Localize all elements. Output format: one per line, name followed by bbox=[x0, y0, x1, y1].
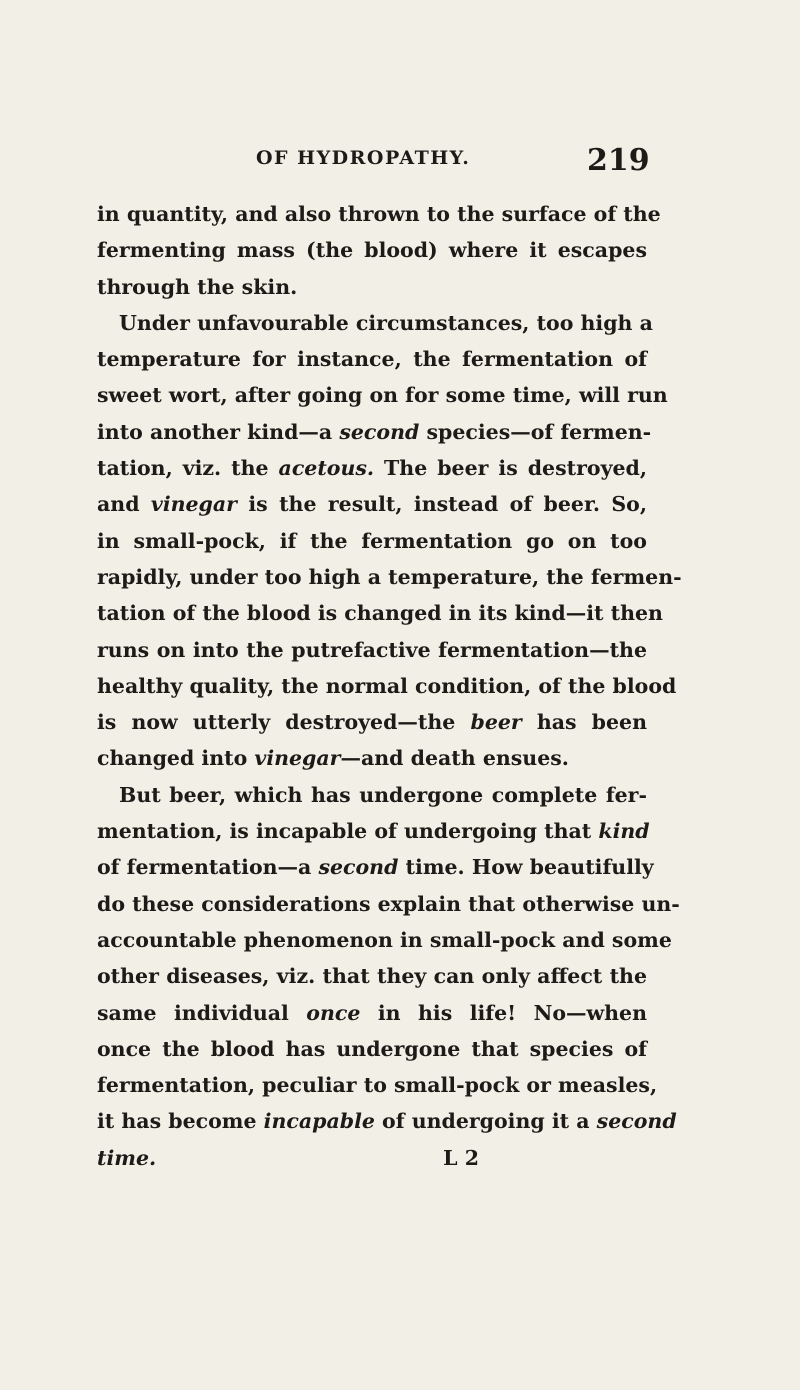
text-segment: has been bbox=[521, 710, 648, 735]
text-line bbox=[97, 414, 652, 450]
running-head: OF HYDROPATHY. bbox=[256, 147, 471, 169]
page-header bbox=[0, 143, 800, 183]
text-segment: of fermentation—a bbox=[97, 855, 319, 880]
text-segment: in his life! No—when bbox=[360, 1000, 647, 1025]
text-segment: sweet wort, after going on for some time, will run bbox=[97, 383, 668, 408]
text-line bbox=[97, 813, 650, 849]
text-line bbox=[97, 305, 653, 341]
text-line bbox=[97, 341, 647, 377]
italic-text: second bbox=[596, 1109, 677, 1134]
text-segment: is the result, instead of beer. So, bbox=[236, 492, 647, 517]
text-segment: same individual bbox=[97, 1000, 307, 1025]
text-segment: other diseases, viz. that they can only affect the bbox=[97, 964, 647, 989]
text-segment: time. How beautifully bbox=[398, 855, 654, 880]
text-segment: species—of fermen- bbox=[419, 419, 652, 444]
italic-text: incapable bbox=[263, 1109, 375, 1134]
text-line bbox=[97, 1067, 658, 1103]
text-segment: in small-pock, if the fermentation go on too bbox=[97, 528, 647, 553]
text-line bbox=[97, 777, 647, 813]
text-segment: it has become bbox=[97, 1109, 264, 1134]
text-line bbox=[97, 668, 677, 704]
italic-text: second bbox=[318, 855, 399, 880]
italic-text: once bbox=[306, 1000, 361, 1025]
text-segment: tation, viz. the bbox=[97, 456, 279, 481]
italic-text: second bbox=[339, 419, 420, 444]
text-segment: tation of the blood is changed in its kind—it then bbox=[97, 601, 663, 626]
italic-text: kind bbox=[598, 819, 650, 844]
text-segment: Under unfavourable circumstances, too high a bbox=[119, 310, 653, 335]
text-segment: changed into bbox=[97, 746, 255, 771]
text-segment: into another kind—a bbox=[97, 419, 340, 444]
italic-text: vinegar bbox=[254, 746, 341, 771]
text-line bbox=[97, 1031, 647, 1067]
text-segment: in quantity, and also thrown to the surface of the bbox=[97, 202, 661, 226]
text-line bbox=[97, 595, 663, 631]
text-line bbox=[97, 958, 647, 994]
text-segment: do these considerations explain that otherwise un- bbox=[97, 891, 680, 916]
text-line bbox=[97, 922, 672, 958]
text-line bbox=[97, 1103, 677, 1139]
text-line bbox=[97, 486, 647, 522]
text-line bbox=[97, 377, 668, 413]
text-line bbox=[97, 632, 647, 668]
text-segment: through the skin. bbox=[97, 274, 298, 299]
text-segment: fermentation, peculiar to small-pock or measles, bbox=[97, 1073, 658, 1098]
text-segment: But beer, which has undergone complete fer- bbox=[119, 782, 647, 807]
text-segment: mentation, is incapable of undergoing that bbox=[97, 819, 599, 844]
signature-mark: L 2 bbox=[443, 1145, 479, 1170]
text-line bbox=[97, 704, 647, 740]
last-line bbox=[97, 1140, 479, 1176]
text-segment: healthy quality, the normal condition, of the blood bbox=[97, 673, 677, 698]
text-segment: —and death ensues. bbox=[340, 746, 569, 771]
text-segment: once the blood has undergone that species of bbox=[97, 1036, 647, 1061]
italic-text: vinegar bbox=[150, 492, 237, 517]
text-line bbox=[97, 196, 661, 232]
text-segment: The beer is destroyed, bbox=[374, 456, 647, 481]
italic-text: beer bbox=[470, 710, 522, 735]
text-segment: rapidly, under too high a temperature, the fermen- bbox=[97, 564, 682, 589]
text-segment: temperature for instance, the fermentation of bbox=[97, 347, 647, 372]
text-segment: is now utterly destroyed—the bbox=[97, 710, 471, 735]
text-line bbox=[97, 232, 647, 268]
italic-text: acetous. bbox=[278, 456, 375, 481]
italic-text: time. bbox=[97, 1145, 157, 1170]
text-line bbox=[97, 559, 682, 595]
text-line bbox=[97, 523, 647, 559]
text-segment: runs on into the putrefactive fermentation—the bbox=[97, 637, 647, 662]
text-line bbox=[97, 995, 647, 1031]
text-line bbox=[97, 740, 647, 776]
text-segment: fermenting mass (the blood) where it escapes bbox=[97, 238, 647, 263]
text-segment: and bbox=[97, 492, 151, 517]
text-line bbox=[97, 886, 680, 922]
text-segment: accountable phenomenon in small-pock and some bbox=[97, 927, 672, 952]
text-line bbox=[97, 269, 647, 305]
body-text bbox=[97, 196, 682, 1176]
text-segment: of undergoing it a bbox=[374, 1109, 597, 1134]
page-number: 219 bbox=[587, 143, 650, 178]
text-line bbox=[97, 450, 647, 486]
text-line bbox=[97, 849, 654, 885]
